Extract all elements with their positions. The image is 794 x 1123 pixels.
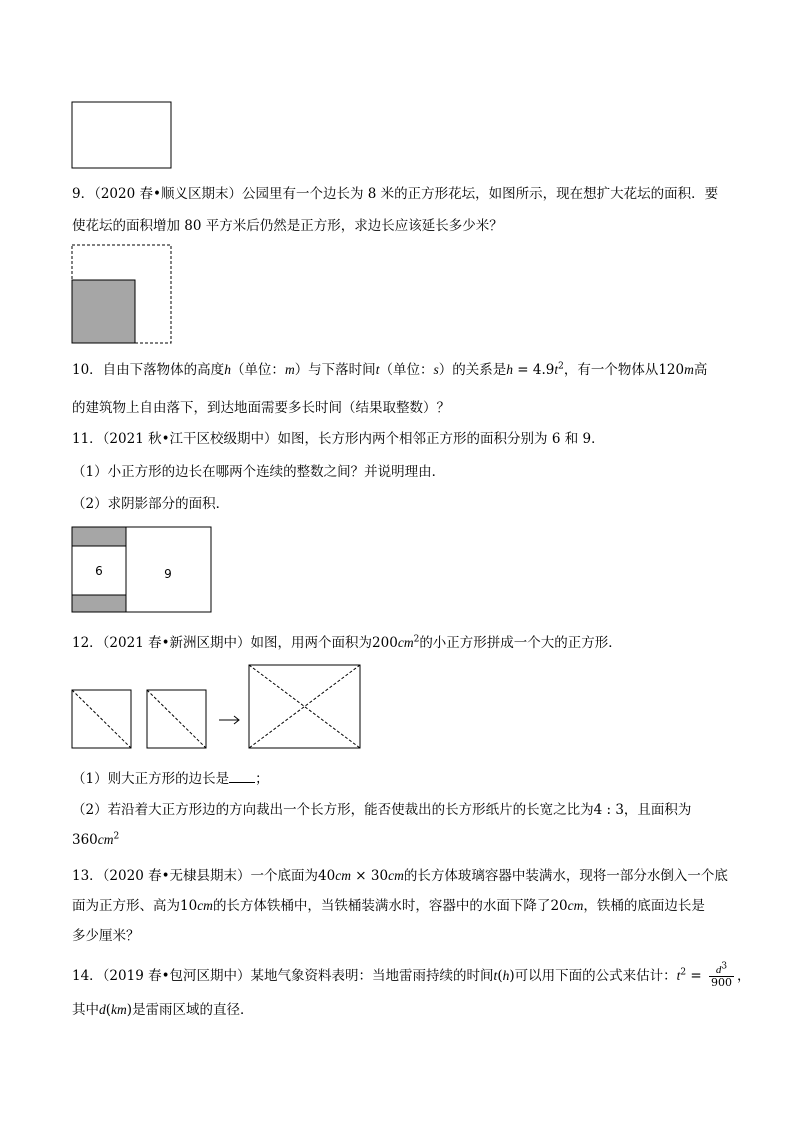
area-unit: cm	[397, 635, 414, 650]
paren: (	[497, 968, 503, 984]
area-value: 360	[72, 832, 98, 848]
q10-text: （单位：	[230, 362, 285, 378]
q12-line1	[72, 633, 622, 653]
q11-part1: （1）小正方形的边长在哪两个连续的整数之间？并说明理由．	[72, 464, 446, 480]
q10-text: 高	[693, 362, 708, 378]
var-t: t	[375, 362, 380, 377]
q10-line1	[72, 360, 707, 380]
q9-figure	[71, 244, 173, 345]
formula-exp: 2	[680, 967, 687, 978]
unit-s: s	[433, 362, 439, 377]
area-unit: cm	[97, 832, 114, 847]
large-square-label: 9	[164, 567, 172, 581]
unit-m: m	[284, 362, 295, 377]
diagonal-2	[147, 690, 206, 748]
q13-text: 面为正方形、高为	[72, 898, 180, 914]
var-t: t	[493, 968, 498, 983]
q14-text: 是雷雨区域的直径．	[132, 1002, 254, 1018]
empty-rectangle	[72, 102, 171, 168]
q12-text: 的小正方形拼成一个大的正方形．	[419, 635, 622, 651]
formula-eq: = 4.9	[512, 362, 555, 378]
dim-value: 20	[550, 898, 568, 914]
formula-exp: 2	[558, 361, 564, 372]
q9-line1: 9．（2020 春•顺义区期末）公园里有一个边长为 8 米的正方形花坛，如图所示，现在想扩大花坛的面积．要	[72, 186, 719, 202]
q12-figure	[71, 664, 363, 750]
height-value: 120	[658, 362, 685, 378]
q14-text: ，	[737, 968, 751, 984]
q12-part2-line2	[72, 830, 119, 850]
q13-text: 13．（2020 春•无棣县期末）一个底面为	[72, 868, 319, 884]
q13-text: 的长方体玻璃容器中装满水，现将一部分水倒入一个底	[403, 868, 728, 884]
q10-text: （单位：	[379, 362, 434, 378]
q11-part2: （2）求阴影部分的面积．	[72, 496, 230, 512]
var-d: d	[99, 1002, 106, 1017]
q14-text: 14．（2019 春•包河区期中）某地气象资料表明：当地雷雨持续的时间	[72, 968, 494, 984]
paren: )	[126, 1002, 133, 1018]
q10-line2: 的建筑物上自由落下，到达地面需要多长时间（结果取整数）？	[72, 400, 450, 416]
unit-h: h	[502, 968, 510, 983]
formula-eq: =	[686, 968, 707, 984]
paren: (	[105, 1002, 112, 1018]
q13-line1	[72, 866, 728, 886]
unit-cm: cm	[567, 898, 584, 913]
q10-text: ）与下落时间	[294, 362, 376, 378]
area-value: 200	[372, 635, 398, 651]
q12-text: （2）若沿着大正方形边的方向裁出一个长方形，能否使裁出的长方形纸片的长宽之比为	[72, 802, 594, 818]
q10-text: 10．自由下落物体的高度	[72, 362, 225, 378]
formula-t: t	[554, 362, 559, 377]
q13-text: ，铁桶的底面边长是	[583, 898, 705, 914]
q10-text: ，有一个物体从	[563, 362, 659, 378]
q11-line1: 11．（2021 秋•江干区校级期中）如图，长方形内两个相邻正方形的面积分别为 6 和 9．	[72, 431, 605, 447]
unit-cm: cm	[388, 868, 404, 883]
times-sign: ×	[350, 868, 371, 884]
q9-line2: 使花坛的面积增加 80 平方米后仍然是正方形，求边长应该延长多少米？	[72, 218, 503, 234]
flower-bed-square	[72, 280, 135, 343]
paren: )	[509, 968, 515, 984]
area-exp: 2	[113, 831, 120, 842]
ratio: 4 : 3	[593, 802, 624, 818]
formula-t: t	[676, 968, 681, 983]
q12-text: ；	[255, 771, 269, 787]
var-d: d	[715, 964, 722, 976]
prev-question-figure	[71, 101, 173, 171]
q11-figure	[71, 526, 214, 614]
formula-fraction	[709, 961, 734, 989]
q13-text: 的长方体铁桶中，当铁桶装满水时，容器中的水面下降了	[212, 898, 551, 914]
dim-value: 30	[370, 868, 389, 884]
fraction-denominator: 900	[711, 976, 733, 989]
unit-cm: cm	[335, 868, 351, 883]
var-h: h	[224, 362, 231, 377]
shaded-top	[72, 527, 126, 546]
q13-line3: 多少厘米？	[72, 928, 140, 944]
q13-line2	[72, 896, 705, 916]
numerator-exp: 3	[721, 961, 728, 972]
q14-text: 可以用下面的公式来估计：	[514, 968, 677, 984]
unit-km: km	[111, 1002, 127, 1017]
q12-text: 12．（2021 春•新洲区期中）如图，用两个面积为	[72, 635, 373, 651]
shaded-bottom	[72, 595, 126, 612]
dim-value: 40	[318, 868, 336, 884]
q12-part2-line1	[72, 800, 691, 820]
answer-blank[interactable]	[229, 768, 255, 783]
q14-line1	[72, 963, 751, 989]
q14-line2	[72, 1000, 254, 1020]
unit-cm: cm	[197, 898, 213, 913]
formula-h: h	[506, 362, 513, 377]
q12-text: ，且面积为	[623, 802, 692, 818]
q14-text: 其中	[72, 1002, 99, 1018]
dim-value: 10	[180, 898, 198, 914]
q10-text: ）的关系是	[438, 362, 507, 378]
diagonal-1	[72, 690, 131, 748]
small-square-label: 6	[95, 564, 103, 578]
area-exp: 2	[413, 634, 420, 645]
height-unit: m	[684, 362, 694, 377]
q12-part1	[72, 768, 269, 789]
q12-text: （1）则大正方形的边长是	[72, 771, 230, 787]
